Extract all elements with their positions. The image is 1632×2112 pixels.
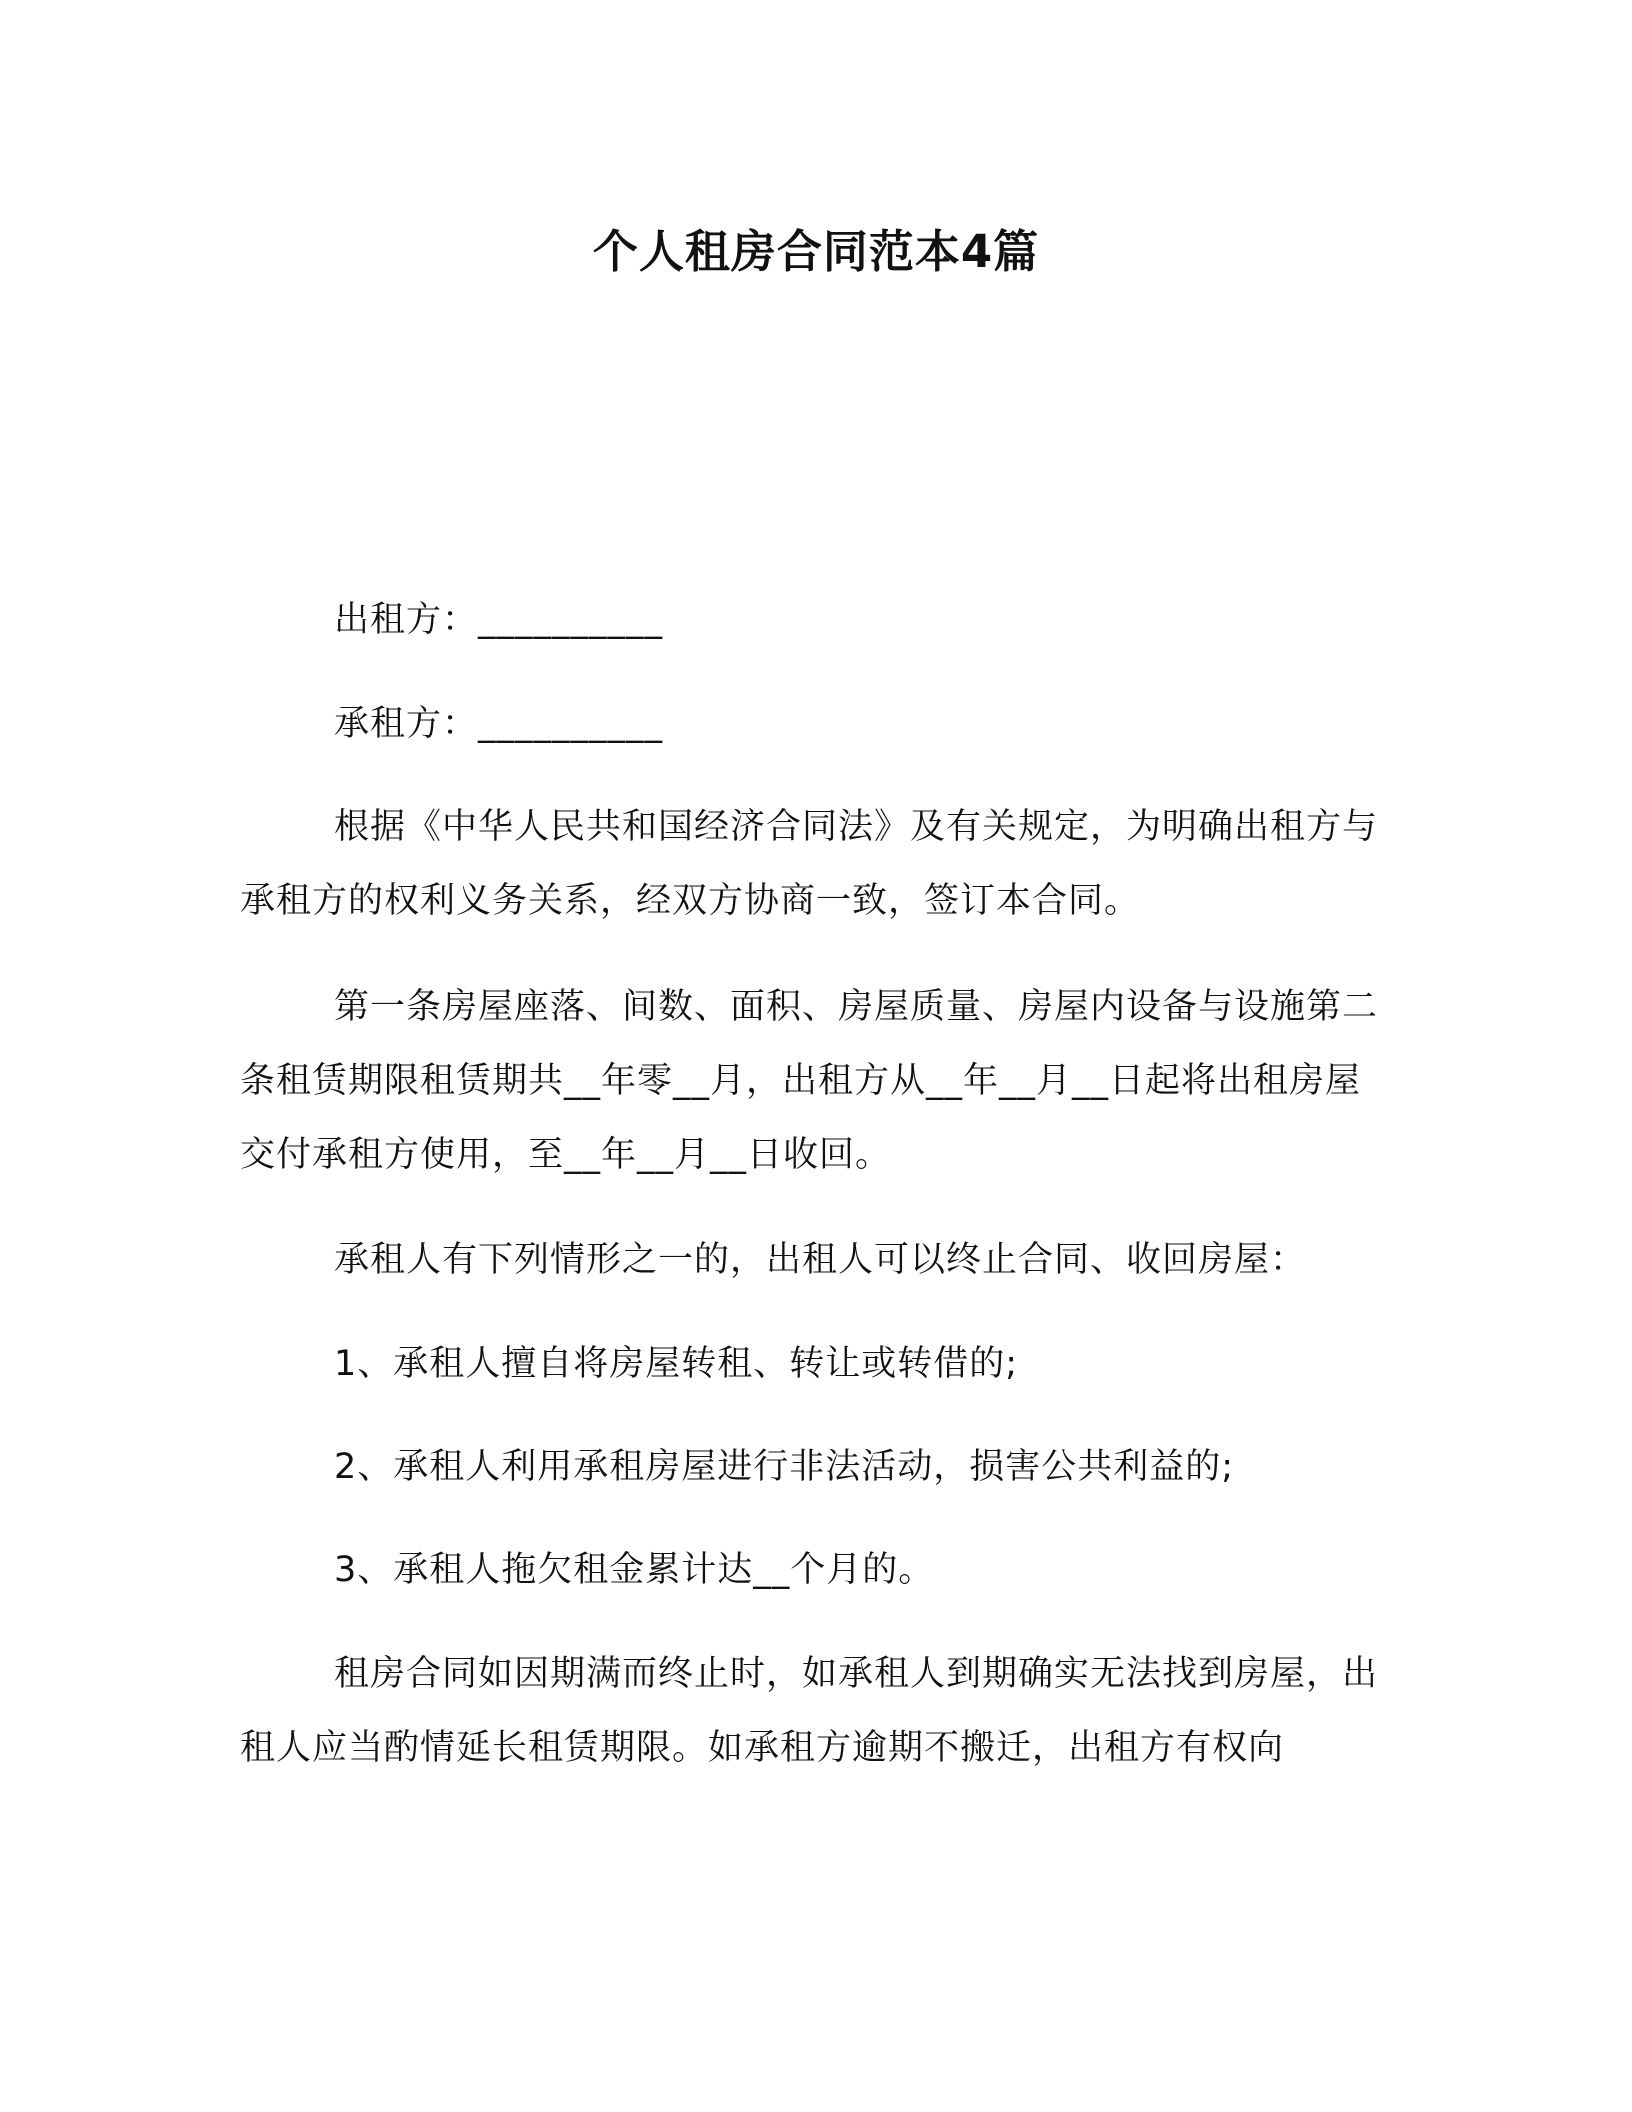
landlord-line: 出租方：__________ <box>334 600 664 640</box>
tenant-line: 承租方：__________ <box>334 704 664 744</box>
list-item: 1、承租人擅自将房屋转租、转让或转借的; <box>334 1344 1019 1384</box>
paragraph-termination-intro: 承租人有下列情形之一的，出租人可以终止合同、收回房屋： <box>334 1240 1307 1280</box>
list-item: 2、承租人利用承租房屋进行非法活动，损害公共利益的; <box>334 1447 1235 1487</box>
document-title: 个人租房合同范本4篇 <box>592 225 1040 278</box>
paragraph-basis: 根据《中华人民共和国经济合同法》及有关规定，为明确出租方与承租方的权利义务关系，经双方协商一致，签订本合同。 <box>240 807 1379 921</box>
paragraph-expiration: 租房合同如因期满而终止时，如承租人到期确实无法找到房屋，出租人应当酌情延长租赁期限。如承租方逾期不搬迁，出租方有权向 <box>240 1654 1379 1768</box>
paragraph-lease-term: 第一条房屋座落、间数、面积、房屋质量、房屋内设备与设施第二条租赁期限租赁期共__年零__月，出租方从__年__月__日起将出租房屋交付承租方使用，至__年__月__日收回。 <box>240 987 1379 1175</box>
list-item: 3、承租人拖欠租金累计达__个月的。 <box>334 1550 935 1590</box>
